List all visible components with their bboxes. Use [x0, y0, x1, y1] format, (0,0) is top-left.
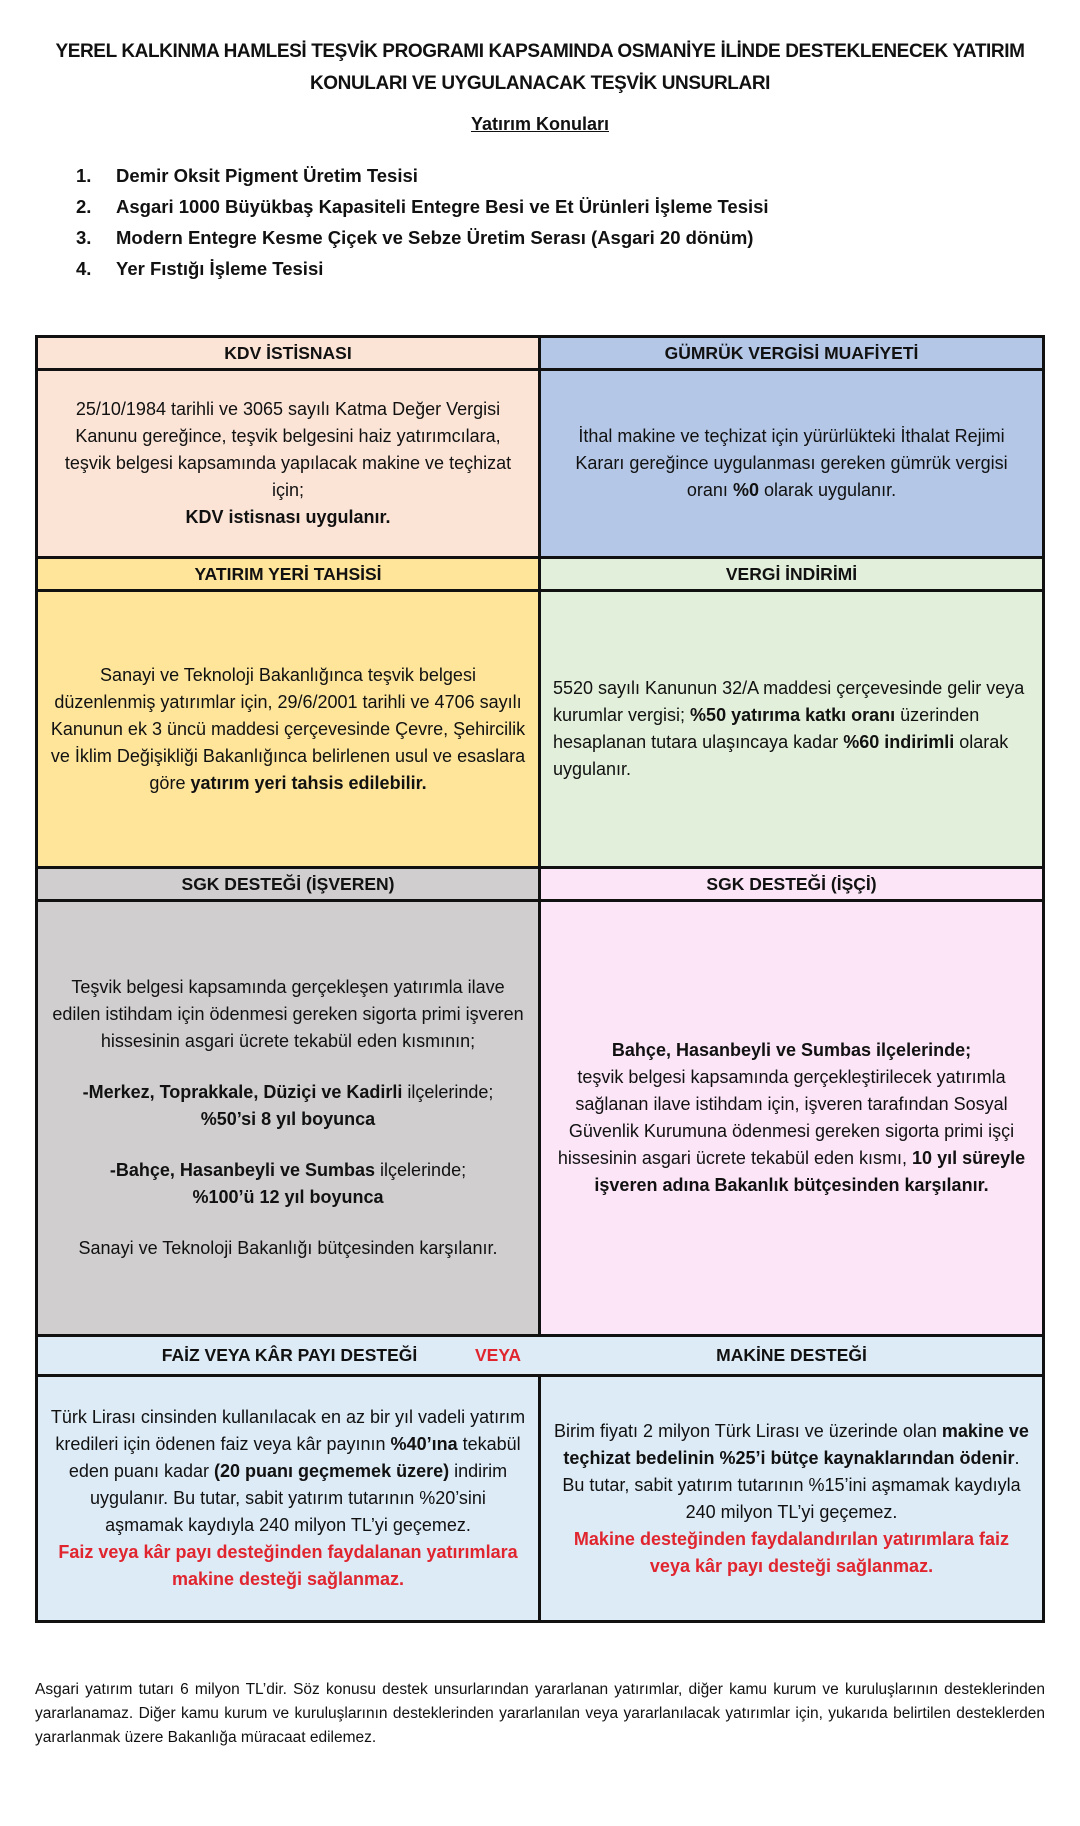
list-number: 1.	[76, 165, 92, 186]
machine-warning: Makine desteğinden faydalandırılan yatırımlara faiz veya kâr payı desteği sağlanmaz.	[573, 1528, 1010, 1576]
tax-text-3: olarak uygulanır.	[553, 732, 1009, 779]
sgk-employee-header	[541, 869, 1042, 902]
customs-exemption-body	[541, 371, 1042, 559]
tax-bold-1: %50 yatırıma katkı oranı	[690, 705, 896, 725]
customs-rate: %0	[732, 480, 759, 500]
kdv-text: 25/10/1984 tarihli ve 3065 sayılı Katma Değer Vergisi Kanunu gereğince, teşvik belgesini haiz yatırımcılara, teşvik belgesi kapsamında yapılacak makine ve teçhizat için;	[64, 399, 512, 500]
land-allocation-body	[38, 592, 541, 869]
sgk-employee-title: SGK DESTEĞİ (İŞÇİ)	[706, 873, 877, 894]
land-allocation-bold: yatırım yeri tahsis edilebilir.	[190, 772, 427, 793]
investment-topics-heading: Yatırım Konuları	[470, 114, 610, 134]
tax-reduction-header	[541, 559, 1042, 592]
interest-bold-1: %40’ına	[390, 1434, 458, 1454]
document-title: YEREL KALKINMA HAMLESİ TEŞVİK PROGRAMI KAPSAMINDA OSMANİYE İLİNDE DESTEKLENECEK YATIRIM KONULARI VE UYGULANACAK TEŞVİK UNSURLARI	[55, 41, 1025, 94]
kdv-bold: KDV istisnası uygulanır.	[185, 507, 391, 527]
tax-text-1: 5520 sayılı Kanunun 32/A maddesi çerçevesinde gelir veya kurumlar vergisi;	[553, 678, 1025, 725]
sgk-group2-rate: %100’ü 12 yıl boyunca	[192, 1187, 384, 1207]
topic-label: Demir Oksit Pigment Üretim Tesisi	[116, 165, 418, 186]
sgk-employer-body	[38, 902, 541, 1337]
sgk-employee-districts: Bahçe, Hasanbeyli ve Sumbas ilçelerinde;	[611, 1040, 972, 1060]
interest-support-title: FAİZ VEYA KÂR PAYI DESTEĞİ	[161, 1345, 418, 1365]
customs-text-2: olarak uygulanır.	[763, 480, 897, 500]
sgk-employer-intro: Teşvik belgesi kapsamında gerçekleşen yatırımla ilave edilen istihdam için ödenmesi gereken sigorta primi işveren hissesinin asgari ücrete tekabül eden kısmının;	[52, 977, 524, 1051]
list-item	[76, 191, 769, 222]
machine-text-2: . Bu tutar, sabit yatırım tutarının %15’ini aşmamak kaydıyla 240 milyon TL’yi geçemez.	[562, 1447, 1021, 1522]
interest-text-3: indirim uygulanır. Bu tutar, sabit yatırım tutarının %20’sini aşmamak kaydıyla 240 milyon TL’yi geçemez.	[90, 1461, 508, 1535]
interest-warning: Faiz veya kâr payı desteğinden faydalanan yatırımlara makine desteği sağlanmaz.	[58, 1542, 518, 1589]
land-allocation-title: YATIRIM YERİ TAHSİSİ	[194, 563, 382, 584]
sgk-employee-text: teşvik belgesi kapsamında gerçekleştirilecek yatırımla sağlanan ilave istihdam için, işveren tarafından Sosyal Güvenlik Kurumuna ödenmesi gereken sigorta primi işçi hissesinin asgari ücrete tekabül eden kısmı,	[557, 1067, 1015, 1168]
topic-label: Yer Fıstığı İşleme Tesisi	[116, 258, 324, 279]
interest-text-1: Türk Lirası cinsinden kullanılacak en az bir yıl vadeli yatırım kredileri için ödenen faiz veya kâr payının	[50, 1407, 526, 1454]
machine-support-body	[541, 1377, 1042, 1620]
interest-or-machine-header	[38, 1337, 1042, 1377]
or-connector: VEYA	[474, 1345, 522, 1365]
interest-text-2: tekabül eden puanı kadar	[68, 1434, 521, 1481]
list-item	[76, 160, 769, 191]
tax-reduction-title: VERGİ İNDİRİMİ	[725, 563, 858, 584]
kdv-exemption-header	[38, 338, 541, 371]
customs-exemption-header	[541, 338, 1042, 371]
kdv-exemption-body	[38, 371, 541, 559]
list-number: 4.	[76, 258, 92, 279]
land-allocation-header	[38, 559, 541, 592]
interest-bold-2: (20 puanı geçmemek üzere)	[214, 1461, 450, 1481]
tax-reduction-body	[541, 592, 1042, 869]
sgk-employee-bold: 10 yıl süreyle işveren adına Bakanlık bütçesinden karşılanır.	[594, 1148, 1026, 1195]
list-item	[76, 253, 769, 284]
sgk-employer-title: SGK DESTEĞİ (İŞVEREN)	[181, 873, 395, 894]
tax-bold-2: %60 indirimli	[843, 732, 955, 752]
kdv-exemption-title: KDV İSTİSNASI	[224, 342, 352, 363]
list-item	[76, 222, 769, 253]
interest-support-body	[38, 1377, 541, 1620]
investment-topics-list	[76, 160, 769, 284]
topic-label: Modern Entegre Kesme Çiçek ve Sebze Üretim Serası (Asgari 20 dönüm)	[116, 227, 754, 248]
land-allocation-text: Sanayi ve Teknoloji Bakanlığınca teşvik belgesi düzenlenmiş yatırımlar için, 29/6/2001 tarihli ve 4706 sayılı Kanunun ek 3 üncü maddesi çerçevesinde Çevre, Şehircilik ve İklim Değişikliği Bakanlığınca belirlenen usul ve esaslara göre	[50, 664, 526, 793]
sgk-group1-districts: -Merkez, Toprakkale, Düziçi ve Kadirli	[82, 1082, 403, 1102]
customs-text-1: İthal makine ve teçhizat için yürürlükteki İthalat Rejimi Kararı gereğince uygulanması gereken gümrük vergisi oranı	[575, 426, 1008, 500]
sgk-group2-districts: -Bahçe, Hasanbeyli ve Sumbas	[109, 1160, 376, 1180]
incentives-table	[35, 335, 1045, 1623]
tax-text-2: üzerinden hesaplanan tutara ulaşıncaya kadar	[553, 705, 980, 752]
sgk-group2-suffix: ilçelerinde;	[380, 1160, 467, 1180]
list-number: 3.	[76, 227, 92, 248]
customs-exemption-title: GÜMRÜK VERGİSİ MUAFİYETİ	[664, 342, 919, 363]
sgk-group1-rate: %50’si 8 yıl boyunca	[200, 1109, 376, 1129]
list-number: 2.	[76, 196, 92, 217]
sgk-employer-header	[38, 869, 541, 902]
sgk-employee-body	[541, 902, 1042, 1337]
machine-support-title: MAKİNE DESTEĞİ	[716, 1345, 867, 1365]
topic-label: Asgari 1000 Büyükbaş Kapasiteli Entegre Besi ve Et Ürünleri İşleme Tesisi	[116, 196, 769, 217]
sgk-employer-closing: Sanayi ve Teknoloji Bakanlığı bütçesinden karşılanır.	[78, 1238, 498, 1258]
machine-bold-1: makine ve teçhizat bedelinin %25’i bütçe kaynaklarından ödenir	[563, 1420, 1029, 1468]
footer-note: Asgari yatırım tutarı 6 milyon TL’dir. Söz konusu destek unsurlarından yararlanan yatırımlar, diğer kamu kurum ve kuruluşlarının desteklerinden yararlanamaz. Diğer kamu kurum ve kuruluşlarının desteklerinden yararlanılan veya yararlanılacak yatırımlar için, yukarıda belirtilen desteklerden yararlanmak üzere Bakanlığa müracaat edilemez.	[35, 1681, 1045, 1746]
machine-text-1: Birim fiyatı 2 milyon Türk Lirası ve üzerinde olan	[554, 1420, 937, 1441]
sgk-group1-suffix: ilçelerinde;	[407, 1082, 494, 1102]
